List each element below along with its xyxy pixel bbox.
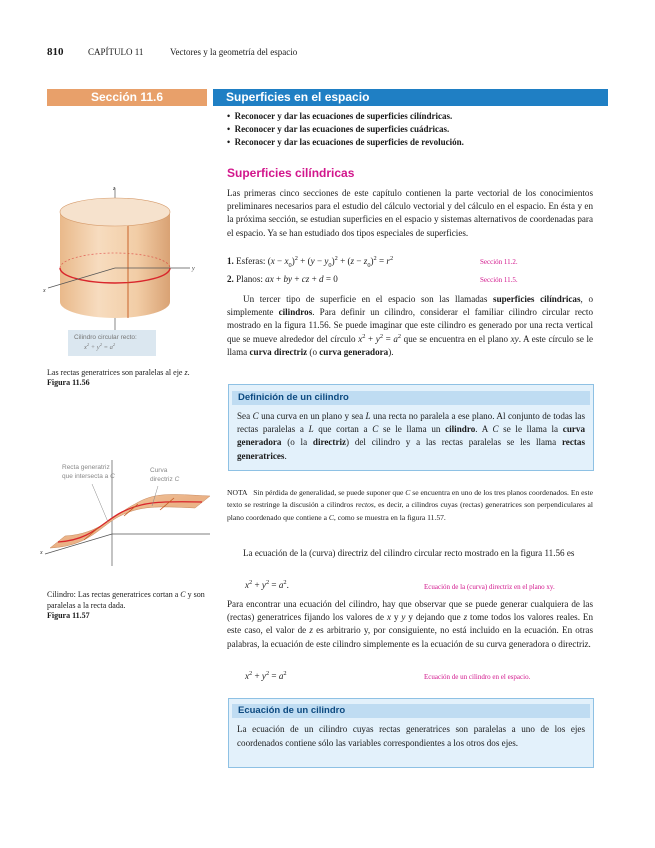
list-number: 1. [227,256,234,266]
note-paragraph: NOTA Sin pérdida de generalidad, se puede suponer que C se encuentra en uno de los tres planos coordenados. En este texto se restringe la discusión a cilindros rectos, es decir, a cilindros cuyas (rectas) generatrices son perpendiculares al plano coordenado que contiene a C, como se muestra en la figura 11.57. [227,488,593,522]
figure-label: Figura 11.56 [47,378,90,387]
list-label: Planos: [236,274,263,284]
equation-paragraph: Para encontrar una ecuación del cilindro, hay que observar que se puede generar cualquiera de las (rectas) generatrices fijando los valores de x y y y dejando que z tome todos los valores reales. En este caso, el valor de z es arbitrario y, por consiguiente, no está incluido en la ecuación. En otras palabras, la ecuación de este cilindro simplemente es la ecuación de su curva generadora o directriz. [227,599,593,649]
cylinder-equation: $x^2 + y^2 = a^2$ [245,669,287,681]
list-number: 2. [227,274,234,284]
result-title: Ecuación de un cilindro [232,704,590,718]
page-number: 810 [47,46,64,58]
chapter-title: Vectores y la geometría del espacio [170,47,298,57]
definition-title: Definición de un cilindro [232,391,590,405]
list-item-planes [227,274,593,284]
definition-body: Sea C una curva en un plano y sea L una recta no paralela a ese plano. Al conjunto de todas las rectas paralelas a L que cortan a C se le llama un cilindro. A C se le llama la curva generadora (o la directriz) del cilindro y a las rectas paralelas se les llama rectas generatrices. [237,411,586,461]
figure-caption: Cilindro: Las rectas generatrices cortan a C y son paralelas a la recta dada. [47,590,205,610]
figure-11-56 [40,180,215,360]
note-label: NOTA [227,488,248,497]
figure-label: Figura 11.57 [47,611,90,620]
objective-item: • Reconocer y dar las ecuaciones de superficies cuádricas. [227,123,607,136]
section-title: Superficies en el espacio [213,89,608,106]
cylinder-surface [60,212,170,318]
cylinder-top [60,198,170,226]
svg-text:x: x [40,550,43,556]
figure-annotation: Curva directriz C [150,467,180,483]
intro-paragraph: Las primeras cinco secciones de este capítulo contienen la parte vectorial de los conocimientos preliminares necesarios para el estudio del cálculo vectorial y del cálculo en el espacio. En ésta y en la próxima sección, se estudian superficies en el espacio y sistemas alternativos de coordenadas para el espacio. Ya se han estudiado dos tipos especiales de superficies. [227,188,593,238]
svg-text:x: x [43,288,46,294]
directrix-paragraph: La ecuación de la (curva) directriz del cilindro circular recto mostrado en la figura 11.56 es [243,548,575,558]
svg-text:z: z [113,186,116,192]
result-body: La ecuación de un cilindro cuyas rectas generatrices son paralelas a uno de los ejes coordenados contiene sólo las variables correspondientes a los otros dos ejes. [237,724,585,748]
section-tag: Sección 11.6 [47,89,207,106]
svg-text:y: y [192,266,195,272]
chapter-label: CAPÍTULO 11 [88,47,144,57]
objective-item: • Reconocer y dar las ecuaciones de superficies cilíndricas. [227,110,607,123]
objective-item: • Reconocer y dar las ecuaciones de superficies de revolución. [227,136,607,149]
list-ref: Sección 11.2. [480,258,518,266]
objectives-list [227,110,607,149]
figure-annotation: Recta generatriz que intersecta a C [62,464,115,480]
plane-equation: ax + by + cz + d = 0 [265,274,338,284]
figure-caption: Las rectas generatrices son paralelas al eje z. [47,368,190,377]
list-ref: Sección 11.5. [480,276,518,284]
inset-equation: $x^2 + y^2 = a^2$ [84,341,116,351]
list-label: Esferas: [236,256,266,266]
equation-label: Ecuación de la (curva) directriz en el plano xy. [424,583,555,591]
subheading: Superficies cilíndricas [227,166,355,180]
directrix-equation: $x^2 + y^2 = a^2$. [245,578,289,590]
sphere-equation: $(x - x_0)^2 + (y - y_0)^2 + (z - z_0)^2 = r^2$ [267,254,394,269]
inset-label: Cilindro circular recto: [74,334,137,341]
equation-label: Ecuación de un cilindro en el espacio. [424,673,531,681]
list-item-spheres [227,254,593,269]
cylinder-paragraph: Un tercer tipo de superficie en el espacio son las llamadas superficies cilíndricas, o simplemente cilindros. Para definir un cilindro, considerar el familiar cilindro circular recto mostrado en la figura 11.56. Se puede imaginar que este cilindro es generado por una recta vertical que se mueve alrededor del círculo $x^2 + y^2 = a^2$ que se encuentra en el plano xy. A este círculo se le llama curva directriz (o curva generadora). [227,294,594,357]
